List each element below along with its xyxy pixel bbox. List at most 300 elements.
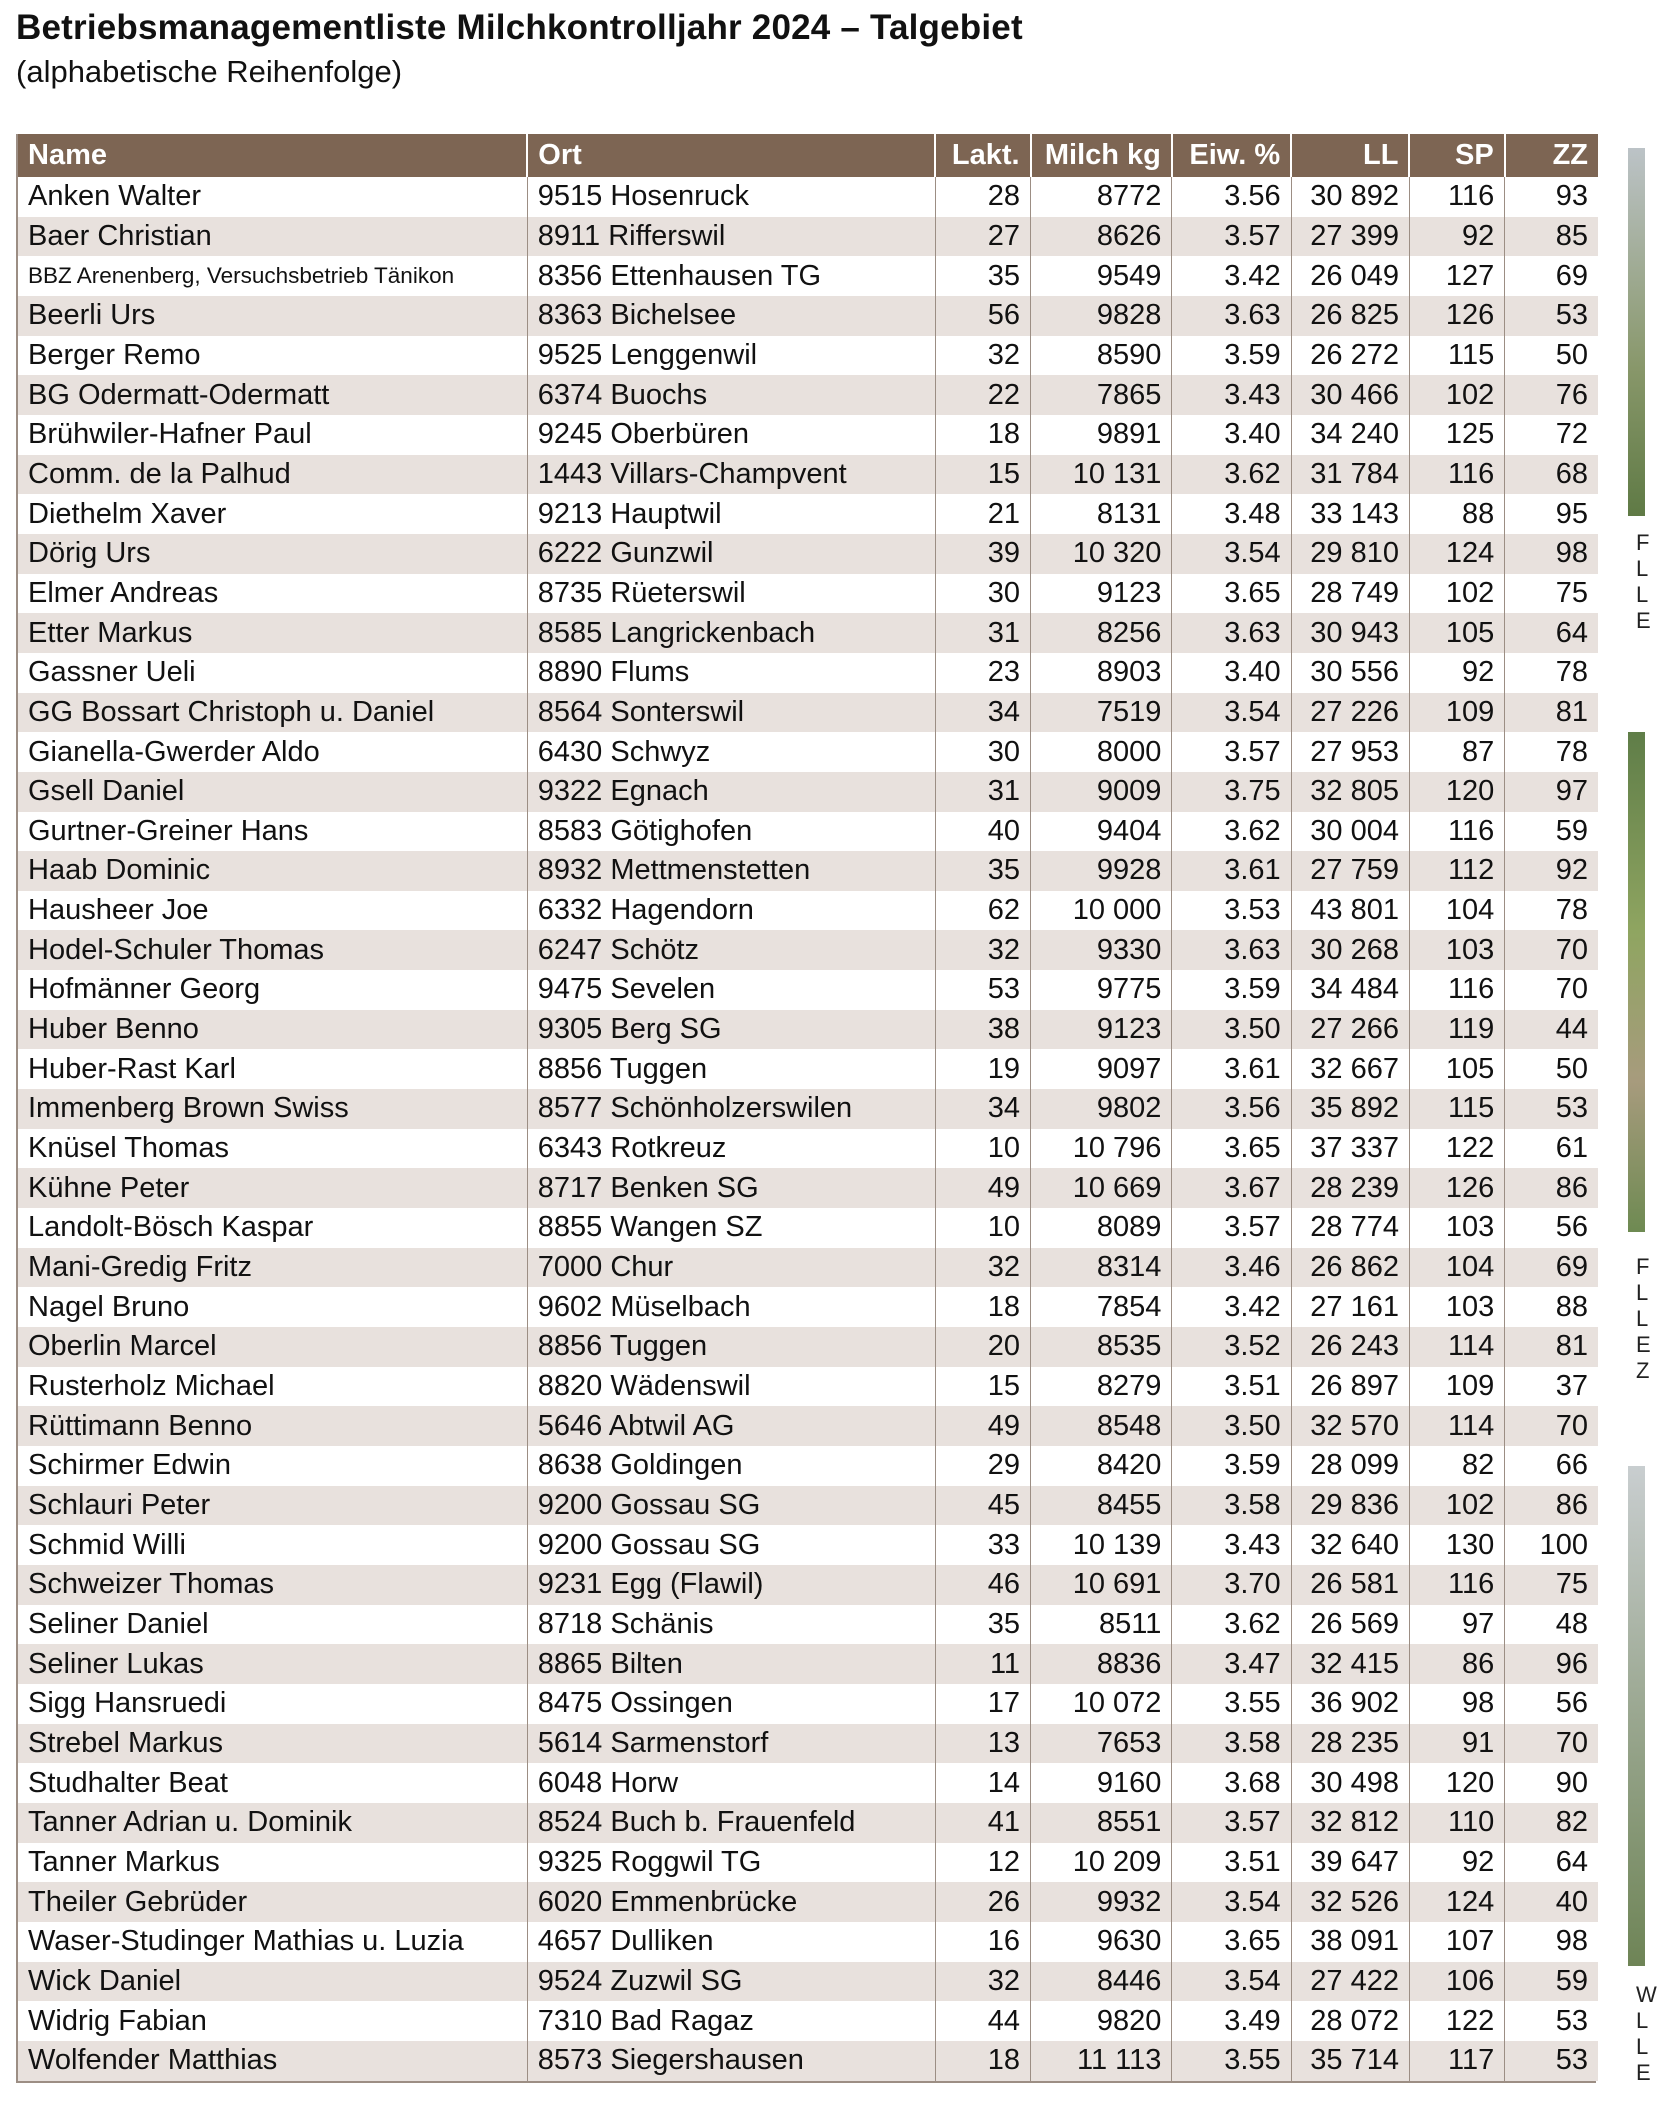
cell-sp: 102	[1409, 1486, 1504, 1526]
cell-sp: 97	[1409, 1605, 1504, 1645]
cell-sp: 88	[1409, 494, 1504, 534]
side-caption-3	[1636, 1982, 1657, 2086]
cell-ll: 26 049	[1291, 256, 1409, 296]
cell-name: Strebel Markus	[18, 1724, 527, 1764]
cell-ort: 9525 Lenggenwil	[527, 336, 935, 376]
side-caption-3-line: W	[1636, 1982, 1657, 2007]
page-title: Betriebsmanagementliste Milchkontrolljahr 2024 – Talgebiet	[16, 8, 1023, 47]
cell-ll: 39 647	[1291, 1843, 1409, 1883]
cell-ort: 9322 Egnach	[527, 772, 935, 812]
cell-milch: 8511	[1031, 1605, 1172, 1645]
cell-sp: 103	[1409, 1287, 1504, 1327]
cell-ort: 8856 Tuggen	[527, 1327, 935, 1367]
cell-eiweiss: 3.54	[1172, 1962, 1291, 2002]
table-row	[18, 494, 1598, 534]
cell-zz: 98	[1505, 534, 1598, 574]
cell-ort: 5614 Sarmenstorf	[527, 1724, 935, 1764]
cell-milch: 7854	[1031, 1287, 1172, 1327]
cell-zz: 70	[1505, 1724, 1598, 1764]
cell-lakt: 40	[935, 812, 1030, 852]
cell-zz: 96	[1505, 1644, 1598, 1684]
table-row	[18, 693, 1598, 733]
side-caption-2-line: Z	[1636, 1358, 1650, 1383]
table-row	[18, 1882, 1598, 1922]
cell-ort: 8564 Sonterswil	[527, 693, 935, 733]
cell-zz: 78	[1505, 732, 1598, 772]
cell-milch: 9775	[1031, 970, 1172, 1010]
cell-zz: 44	[1505, 1010, 1598, 1050]
table-row	[18, 1962, 1598, 2002]
cell-ll: 34 240	[1291, 415, 1409, 455]
cell-zz: 56	[1505, 1208, 1598, 1248]
cell-milch: 8446	[1031, 1962, 1172, 2002]
cell-milch: 8590	[1031, 336, 1172, 376]
side-caption-1-line: L	[1636, 582, 1649, 607]
cell-eiweiss: 3.47	[1172, 1644, 1291, 1684]
cell-zz: 50	[1505, 1049, 1598, 1089]
cell-ll: 29 836	[1291, 1486, 1409, 1526]
cell-milch: 9160	[1031, 1763, 1172, 1803]
cell-zz: 85	[1505, 217, 1598, 257]
cell-ort: 8890 Flums	[527, 653, 935, 693]
column-header-sp: SP	[1409, 134, 1504, 177]
cell-milch: 10 209	[1031, 1843, 1172, 1883]
cell-ort: 9524 Zuzwil SG	[527, 1962, 935, 2002]
table-row	[18, 930, 1598, 970]
cell-milch: 9404	[1031, 812, 1172, 852]
cell-lakt: 49	[935, 1406, 1030, 1446]
cell-lakt: 41	[935, 1803, 1030, 1843]
cell-name: Dörig Urs	[18, 534, 527, 574]
cell-milch: 8626	[1031, 217, 1172, 257]
cell-lakt: 12	[935, 1843, 1030, 1883]
cell-name: Huber-Rast Karl	[18, 1049, 527, 1089]
cell-milch: 10 000	[1031, 891, 1172, 931]
table-row	[18, 534, 1598, 574]
cell-eiweiss: 3.70	[1172, 1565, 1291, 1605]
cell-name: Gurtner-Greiner Hans	[18, 812, 527, 852]
cell-zz: 81	[1505, 693, 1598, 733]
cell-ll: 30 892	[1291, 177, 1409, 217]
cell-eiweiss: 3.54	[1172, 534, 1291, 574]
cell-eiweiss: 3.51	[1172, 1843, 1291, 1883]
cell-lakt: 28	[935, 177, 1030, 217]
table-row	[18, 1525, 1598, 1565]
cell-zz: 78	[1505, 653, 1598, 693]
cell-zz: 92	[1505, 851, 1598, 891]
side-caption-1	[1636, 530, 1651, 634]
cell-milch: 9330	[1031, 930, 1172, 970]
cell-eiweiss: 3.57	[1172, 732, 1291, 772]
cell-ll: 27 953	[1291, 732, 1409, 772]
cell-zz: 82	[1505, 1803, 1598, 1843]
table-row	[18, 1010, 1598, 1050]
cell-sp: 112	[1409, 851, 1504, 891]
cell-eiweiss: 3.65	[1172, 1129, 1291, 1169]
table-row	[18, 653, 1598, 693]
cell-name: BG Odermatt-Odermatt	[18, 375, 527, 415]
cell-eiweiss: 3.54	[1172, 1882, 1291, 1922]
cell-name: Widrig Fabian	[18, 2001, 527, 2041]
cell-sp: 114	[1409, 1327, 1504, 1367]
table-row	[18, 1089, 1598, 1129]
cell-name: Seliner Daniel	[18, 1605, 527, 1645]
cell-sp: 116	[1409, 177, 1504, 217]
cell-lakt: 19	[935, 1049, 1030, 1089]
cell-ort: 4657 Dulliken	[527, 1922, 935, 1962]
cell-ll: 32 570	[1291, 1406, 1409, 1446]
cell-sp: 91	[1409, 1724, 1504, 1764]
cell-lakt: 38	[935, 1010, 1030, 1050]
cell-ort: 8718 Schänis	[527, 1605, 935, 1645]
table-row	[18, 1763, 1598, 1803]
cell-lakt: 56	[935, 296, 1030, 336]
cell-eiweiss: 3.57	[1172, 1208, 1291, 1248]
table-row	[18, 891, 1598, 931]
cell-zz: 66	[1505, 1446, 1598, 1486]
cell-sp: 116	[1409, 812, 1504, 852]
cell-milch: 8551	[1031, 1803, 1172, 1843]
table-row	[18, 574, 1598, 614]
table-row	[18, 1367, 1598, 1407]
cell-eiweiss: 3.52	[1172, 1327, 1291, 1367]
cell-ort: 8820 Wädenswil	[527, 1367, 935, 1407]
cell-milch: 7653	[1031, 1724, 1172, 1764]
cell-ort: 8583 Götighofen	[527, 812, 935, 852]
side-caption-2-line: F	[1636, 1254, 1650, 1279]
cell-lakt: 10	[935, 1208, 1030, 1248]
table-row	[18, 415, 1598, 455]
column-header-eiw: Eiw. %	[1172, 134, 1291, 177]
cell-sp: 115	[1409, 336, 1504, 376]
cell-eiweiss: 3.40	[1172, 415, 1291, 455]
cell-lakt: 39	[935, 534, 1030, 574]
cell-zz: 64	[1505, 613, 1598, 653]
cell-ll: 30 498	[1291, 1763, 1409, 1803]
cell-ll: 28 235	[1291, 1724, 1409, 1764]
cell-ort: 8638 Goldingen	[527, 1446, 935, 1486]
cell-sp: 87	[1409, 732, 1504, 772]
cell-eiweiss: 3.42	[1172, 256, 1291, 296]
cell-sp: 126	[1409, 1168, 1504, 1208]
cell-milch: 8535	[1031, 1327, 1172, 1367]
cell-ll: 26 581	[1291, 1565, 1409, 1605]
cell-ort: 8356 Ettenhausen TG	[527, 256, 935, 296]
cell-eiweiss: 3.48	[1172, 494, 1291, 534]
cell-lakt: 32	[935, 1962, 1030, 2002]
cell-ort: 5646 Abtwil AG	[527, 1406, 935, 1446]
cell-ll: 28 099	[1291, 1446, 1409, 1486]
cell-ll: 27 399	[1291, 217, 1409, 257]
cell-sp: 105	[1409, 613, 1504, 653]
table-row	[18, 1287, 1598, 1327]
cell-ort: 6343 Rotkreuz	[527, 1129, 935, 1169]
cell-lakt: 17	[935, 1684, 1030, 1724]
cell-name: Wolfender Matthias	[18, 2041, 527, 2081]
cell-ll: 27 759	[1291, 851, 1409, 891]
cell-ll: 34 484	[1291, 970, 1409, 1010]
table-row	[18, 1168, 1598, 1208]
cell-ort: 9245 Oberbüren	[527, 415, 935, 455]
cell-sp: 122	[1409, 1129, 1504, 1169]
cell-name: Rusterholz Michael	[18, 1367, 527, 1407]
table-row	[18, 2001, 1598, 2041]
cell-name: Huber Benno	[18, 1010, 527, 1050]
cell-eiweiss: 3.56	[1172, 177, 1291, 217]
cell-milch: 10 139	[1031, 1525, 1172, 1565]
column-header-ort: Ort	[527, 134, 935, 177]
cell-zz: 76	[1505, 375, 1598, 415]
table-row	[18, 1129, 1598, 1169]
cell-ort: 6247 Schötz	[527, 930, 935, 970]
cell-ll: 32 415	[1291, 1644, 1409, 1684]
cell-milch: 8548	[1031, 1406, 1172, 1446]
cell-eiweiss: 3.61	[1172, 851, 1291, 891]
cell-milch: 7865	[1031, 375, 1172, 415]
cell-ort: 6020 Emmenbrücke	[527, 1882, 935, 1922]
table-row	[18, 256, 1598, 296]
cell-milch: 9828	[1031, 296, 1172, 336]
cell-ll: 30 556	[1291, 653, 1409, 693]
cell-eiweiss: 3.58	[1172, 1486, 1291, 1526]
cell-zz: 53	[1505, 296, 1598, 336]
cell-name: Waser-Studinger Mathias u. Luzia	[18, 1922, 527, 1962]
cell-lakt: 23	[935, 653, 1030, 693]
cell-zz: 70	[1505, 930, 1598, 970]
cell-name: GG Bossart Christoph u. Daniel	[18, 693, 527, 733]
cell-ll: 26 569	[1291, 1605, 1409, 1645]
cell-sp: 103	[1409, 1208, 1504, 1248]
cell-ort: 8475 Ossingen	[527, 1684, 935, 1724]
table-row	[18, 1684, 1598, 1724]
cell-eiweiss: 3.42	[1172, 1287, 1291, 1327]
cell-zz: 53	[1505, 2001, 1598, 2041]
cell-lakt: 26	[935, 1882, 1030, 1922]
cell-milch: 10 320	[1031, 534, 1172, 574]
cell-milch: 8314	[1031, 1248, 1172, 1288]
cell-name: Hodel-Schuler Thomas	[18, 930, 527, 970]
cell-sp: 116	[1409, 970, 1504, 1010]
cell-name: Mani-Gredig Fritz	[18, 1248, 527, 1288]
table-row	[18, 613, 1598, 653]
cell-milch: 8089	[1031, 1208, 1172, 1248]
cell-ll: 32 526	[1291, 1882, 1409, 1922]
cell-zz: 61	[1505, 1129, 1598, 1169]
cell-sp: 117	[1409, 2041, 1504, 2081]
cell-name: Nagel Bruno	[18, 1287, 527, 1327]
cell-ll: 26 897	[1291, 1367, 1409, 1407]
cell-sp: 130	[1409, 1525, 1504, 1565]
table-row	[18, 1208, 1598, 1248]
cell-name: Kühne Peter	[18, 1168, 527, 1208]
cell-eiweiss: 3.53	[1172, 891, 1291, 931]
cell-eiweiss: 3.55	[1172, 2041, 1291, 2081]
cell-lakt: 18	[935, 415, 1030, 455]
cell-ll: 26 825	[1291, 296, 1409, 336]
cell-eiweiss: 3.63	[1172, 296, 1291, 336]
cell-name: Haab Dominic	[18, 851, 527, 891]
cell-zz: 53	[1505, 1089, 1598, 1129]
cell-zz: 86	[1505, 1168, 1598, 1208]
cell-zz: 72	[1505, 415, 1598, 455]
cell-zz: 97	[1505, 772, 1598, 812]
cell-milch: 10 796	[1031, 1129, 1172, 1169]
cell-milch: 8000	[1031, 732, 1172, 772]
cell-lakt: 45	[935, 1486, 1030, 1526]
column-header-zz: ZZ	[1505, 134, 1598, 177]
cell-ll: 26 272	[1291, 336, 1409, 376]
cell-zz: 78	[1505, 891, 1598, 931]
cell-ort: 8865 Bilten	[527, 1644, 935, 1684]
cell-milch: 8131	[1031, 494, 1172, 534]
cell-eiweiss: 3.57	[1172, 1803, 1291, 1843]
cell-sp: 110	[1409, 1803, 1504, 1843]
cell-sp: 103	[1409, 930, 1504, 970]
cell-ort: 6430 Schwyz	[527, 732, 935, 772]
table-row	[18, 772, 1598, 812]
table-row	[18, 1644, 1598, 1684]
cell-name: Schmid Willi	[18, 1525, 527, 1565]
side-caption-1-line: F	[1636, 530, 1650, 555]
cell-name: Tanner Markus	[18, 1843, 527, 1883]
cell-sp: 120	[1409, 772, 1504, 812]
cell-name: Immenberg Brown Swiss	[18, 1089, 527, 1129]
cell-lakt: 22	[935, 375, 1030, 415]
cell-zz: 86	[1505, 1486, 1598, 1526]
cell-zz: 40	[1505, 1882, 1598, 1922]
cell-zz: 68	[1505, 455, 1598, 495]
cell-ort: 9305 Berg SG	[527, 1010, 935, 1050]
results-table	[18, 134, 1598, 2081]
cell-lakt: 16	[935, 1922, 1030, 1962]
table-row	[18, 812, 1598, 852]
cell-sp: 102	[1409, 574, 1504, 614]
cell-eiweiss: 3.63	[1172, 930, 1291, 970]
cell-eiweiss: 3.57	[1172, 217, 1291, 257]
table-row	[18, 1248, 1598, 1288]
cell-zz: 70	[1505, 970, 1598, 1010]
cell-eiweiss: 3.61	[1172, 1049, 1291, 1089]
cell-sp: 86	[1409, 1644, 1504, 1684]
table-row	[18, 375, 1598, 415]
cell-sp: 104	[1409, 1248, 1504, 1288]
cell-milch: 8455	[1031, 1486, 1172, 1526]
cell-zz: 59	[1505, 812, 1598, 852]
cell-ort: 8856 Tuggen	[527, 1049, 935, 1089]
table-row	[18, 1843, 1598, 1883]
column-header-ll: LL	[1291, 134, 1409, 177]
cell-eiweiss: 3.65	[1172, 1922, 1291, 1962]
cell-lakt: 11	[935, 1644, 1030, 1684]
cell-ll: 33 143	[1291, 494, 1409, 534]
cell-ll: 43 801	[1291, 891, 1409, 931]
cell-eiweiss: 3.62	[1172, 812, 1291, 852]
cell-sp: 126	[1409, 296, 1504, 336]
cell-milch: 8279	[1031, 1367, 1172, 1407]
cell-ll: 30 466	[1291, 375, 1409, 415]
table-row	[18, 1446, 1598, 1486]
cell-milch: 7519	[1031, 693, 1172, 733]
cell-name: BBZ Arenenberg, Versuchsbetrieb Tänikon	[18, 256, 527, 296]
cell-name: Knüsel Thomas	[18, 1129, 527, 1169]
cell-ort: 9325 Roggwil TG	[527, 1843, 935, 1883]
cell-sp: 116	[1409, 1565, 1504, 1605]
cell-name: Oberlin Marcel	[18, 1327, 527, 1367]
cell-lakt: 10	[935, 1129, 1030, 1169]
cell-lakt: 31	[935, 613, 1030, 653]
cell-ort: 6332 Hagendorn	[527, 891, 935, 931]
table-row	[18, 177, 1598, 217]
cell-ll: 28 072	[1291, 2001, 1409, 2041]
cell-ll: 32 667	[1291, 1049, 1409, 1089]
table-row	[18, 1605, 1598, 1645]
cell-ll: 32 640	[1291, 1525, 1409, 1565]
cell-zz: 50	[1505, 336, 1598, 376]
table-row	[18, 455, 1598, 495]
cell-sp: 116	[1409, 455, 1504, 495]
cell-sp: 107	[1409, 1922, 1504, 1962]
cell-ll: 32 805	[1291, 772, 1409, 812]
cell-name: Sigg Hansruedi	[18, 1684, 527, 1724]
side-caption-3-line: L	[1636, 2034, 1649, 2059]
cell-name: Landolt-Bösch Kaspar	[18, 1208, 527, 1248]
side-caption-2-line: L	[1636, 1280, 1649, 1305]
cell-sp: 98	[1409, 1684, 1504, 1724]
cell-ort: 8577 Schönholzerswilen	[527, 1089, 935, 1129]
cell-name: Gsell Daniel	[18, 772, 527, 812]
cell-sp: 82	[1409, 1446, 1504, 1486]
cell-ort: 9231 Egg (Flawil)	[527, 1565, 935, 1605]
cell-ll: 28 239	[1291, 1168, 1409, 1208]
cell-sp: 122	[1409, 2001, 1504, 2041]
cell-sp: 120	[1409, 1763, 1504, 1803]
cell-milch: 9123	[1031, 1010, 1172, 1050]
cell-name: Diethelm Xaver	[18, 494, 527, 534]
cell-ort: 6222 Gunzwil	[527, 534, 935, 574]
cell-ll: 27 161	[1291, 1287, 1409, 1327]
cell-zz: 56	[1505, 1684, 1598, 1724]
cell-name: Beerli Urs	[18, 296, 527, 336]
cell-ort: 8932 Mettmenstetten	[527, 851, 935, 891]
table-row	[18, 1922, 1598, 1962]
cell-zz: 100	[1505, 1525, 1598, 1565]
cell-ll: 28 774	[1291, 1208, 1409, 1248]
cell-lakt: 34	[935, 1089, 1030, 1129]
cell-name: Rüttimann Benno	[18, 1406, 527, 1446]
table-row	[18, 336, 1598, 376]
cell-name: Schweizer Thomas	[18, 1565, 527, 1605]
cell-ll: 30 004	[1291, 812, 1409, 852]
table-row	[18, 732, 1598, 772]
table-row	[18, 1803, 1598, 1843]
side-caption-3-line: E	[1636, 2060, 1651, 2085]
cell-milch: 9891	[1031, 415, 1172, 455]
cell-milch: 10 131	[1031, 455, 1172, 495]
table-row	[18, 1327, 1598, 1367]
cell-zz: 81	[1505, 1327, 1598, 1367]
cell-eiweiss: 3.43	[1172, 1525, 1291, 1565]
cell-milch: 8772	[1031, 177, 1172, 217]
column-header-lakt: Lakt.	[935, 134, 1030, 177]
cell-zz: 48	[1505, 1605, 1598, 1645]
cell-sp: 119	[1409, 1010, 1504, 1050]
cell-milch: 9630	[1031, 1922, 1172, 1962]
cell-eiweiss: 3.49	[1172, 2001, 1291, 2041]
cell-zz: 75	[1505, 574, 1598, 614]
cell-eiweiss: 3.56	[1172, 1089, 1291, 1129]
cell-sp: 124	[1409, 1882, 1504, 1922]
column-header-name: Name	[18, 134, 527, 177]
